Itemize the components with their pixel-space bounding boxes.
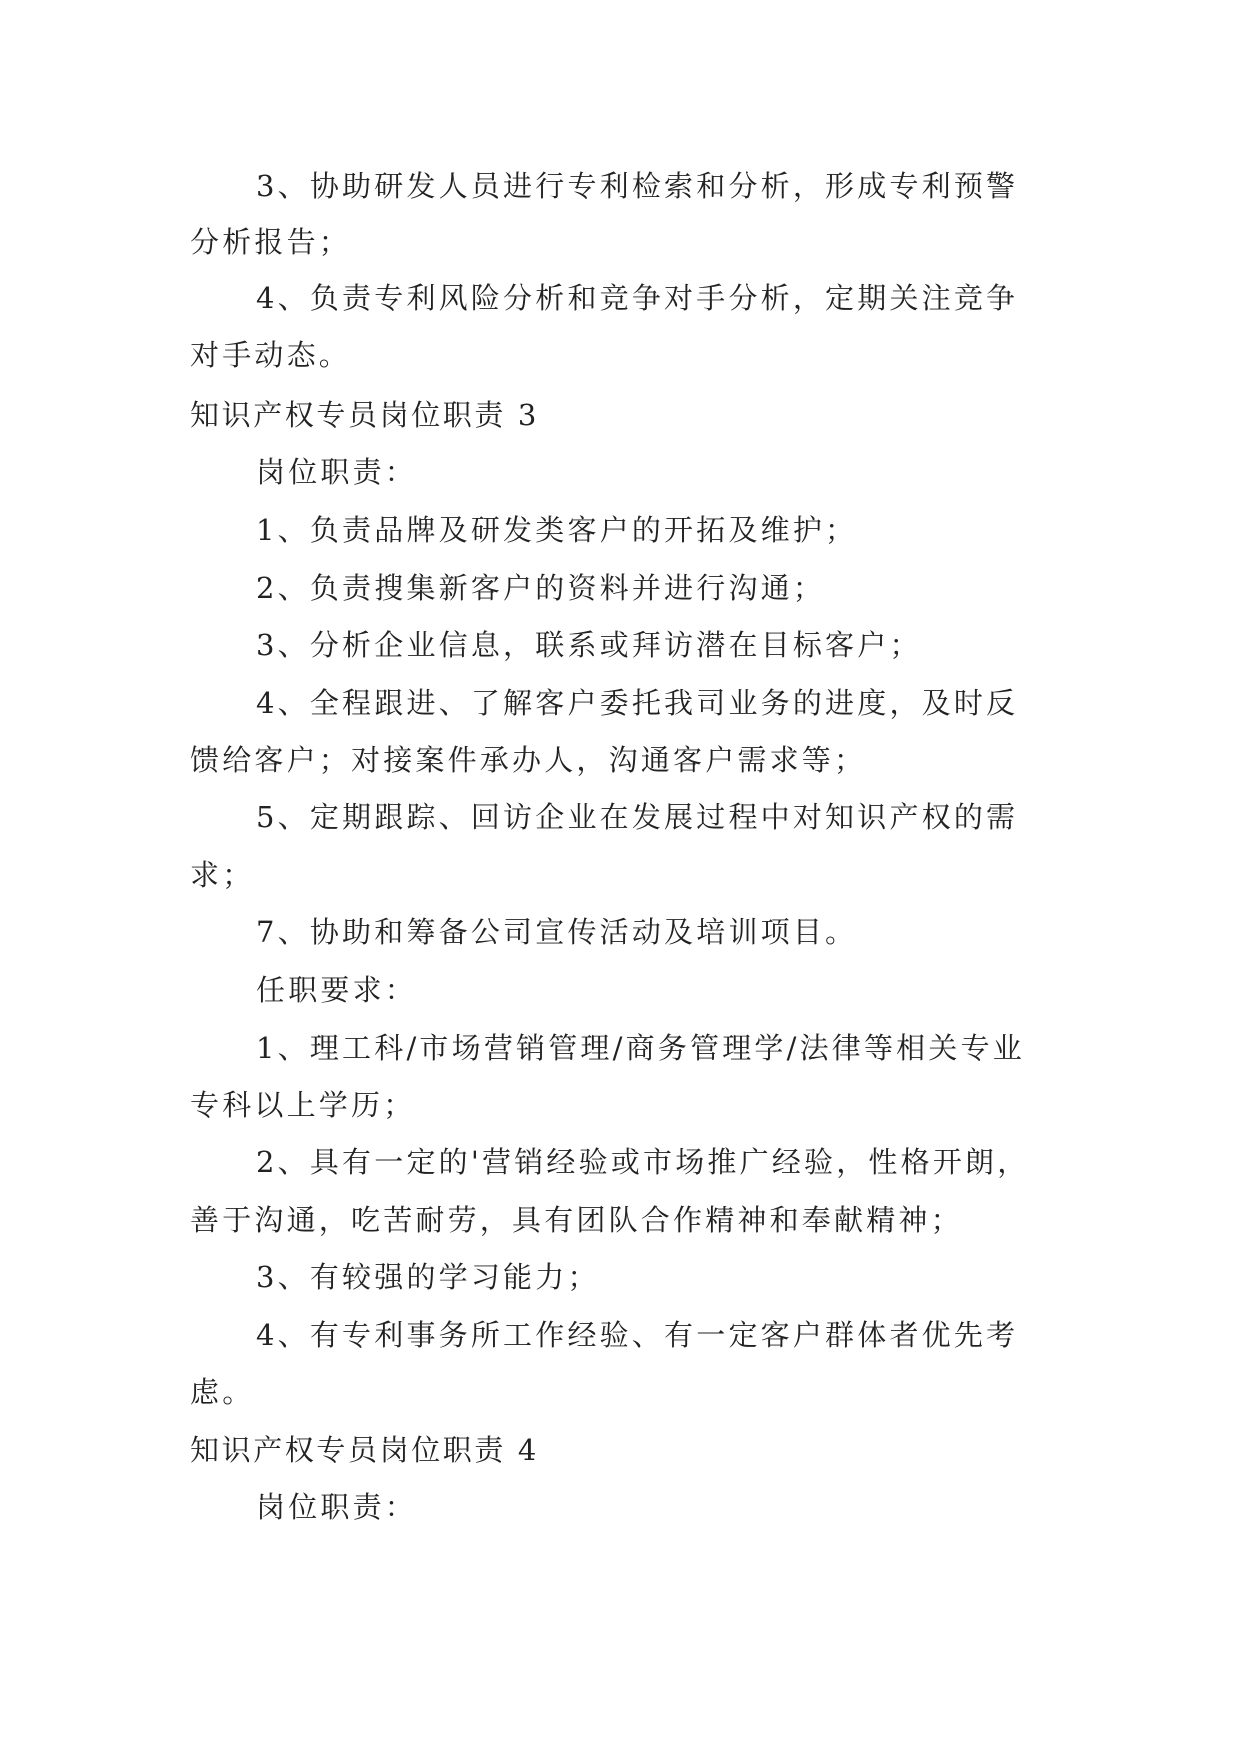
list-item: 5、定期跟踪、回访企业在发展过程中对知识产权的需	[256, 800, 1019, 834]
subheading-line: 任职要求：	[256, 973, 418, 1007]
section-heading: 知识产权专员岗位职责 4	[190, 1433, 539, 1467]
paragraph-line: 对手动态。	[190, 338, 352, 372]
list-item-continuation: 馈给客户；对接案件承办人，沟通客户需求等；	[190, 743, 867, 777]
list-item: 1、理工科/市场营销管理/商务管理学/法律等相关专业	[256, 1031, 1025, 1065]
list-item-continuation: 求；	[190, 858, 255, 892]
section-heading: 知识产权专员岗位职责 3	[190, 398, 539, 432]
paragraph-line: 3、协助研发人员进行专利检索和分析，形成专利预警	[256, 169, 1019, 203]
subheading-line: 岗位职责：	[256, 1490, 418, 1524]
list-item: 3、有较强的学习能力；	[256, 1260, 600, 1294]
list-item: 1、负责品牌及研发类客户的开拓及维护；	[256, 513, 858, 547]
list-item-continuation: 虑。	[190, 1375, 255, 1409]
list-item-continuation: 善于沟通，吃苦耐劳，具有团队合作精神和奉献精神；	[190, 1203, 963, 1237]
paragraph-line: 4、负责专利风险分析和竞争对手分析，定期关注竞争	[256, 281, 1019, 315]
list-item: 3、分析企业信息，联系或拜访潜在目标客户；	[256, 628, 922, 662]
list-item: 2、负责搜集新客户的资料并进行沟通；	[256, 571, 826, 605]
list-item: 4、有专利事务所工作经验、有一定客户群体者优先考	[256, 1318, 1019, 1352]
list-item: 4、全程跟进、了解客户委托我司业务的进度，及时反	[256, 686, 1019, 720]
list-item-continuation: 专科以上学历；	[190, 1088, 416, 1122]
paragraph-line: 分析报告；	[190, 225, 352, 259]
list-item: 2、具有一定的'营销经验或市场推广经验，性格开朗，	[256, 1145, 1030, 1179]
subheading-line: 岗位职责：	[256, 455, 418, 489]
list-item: 7、协助和筹备公司宣传活动及培训项目。	[256, 915, 858, 949]
